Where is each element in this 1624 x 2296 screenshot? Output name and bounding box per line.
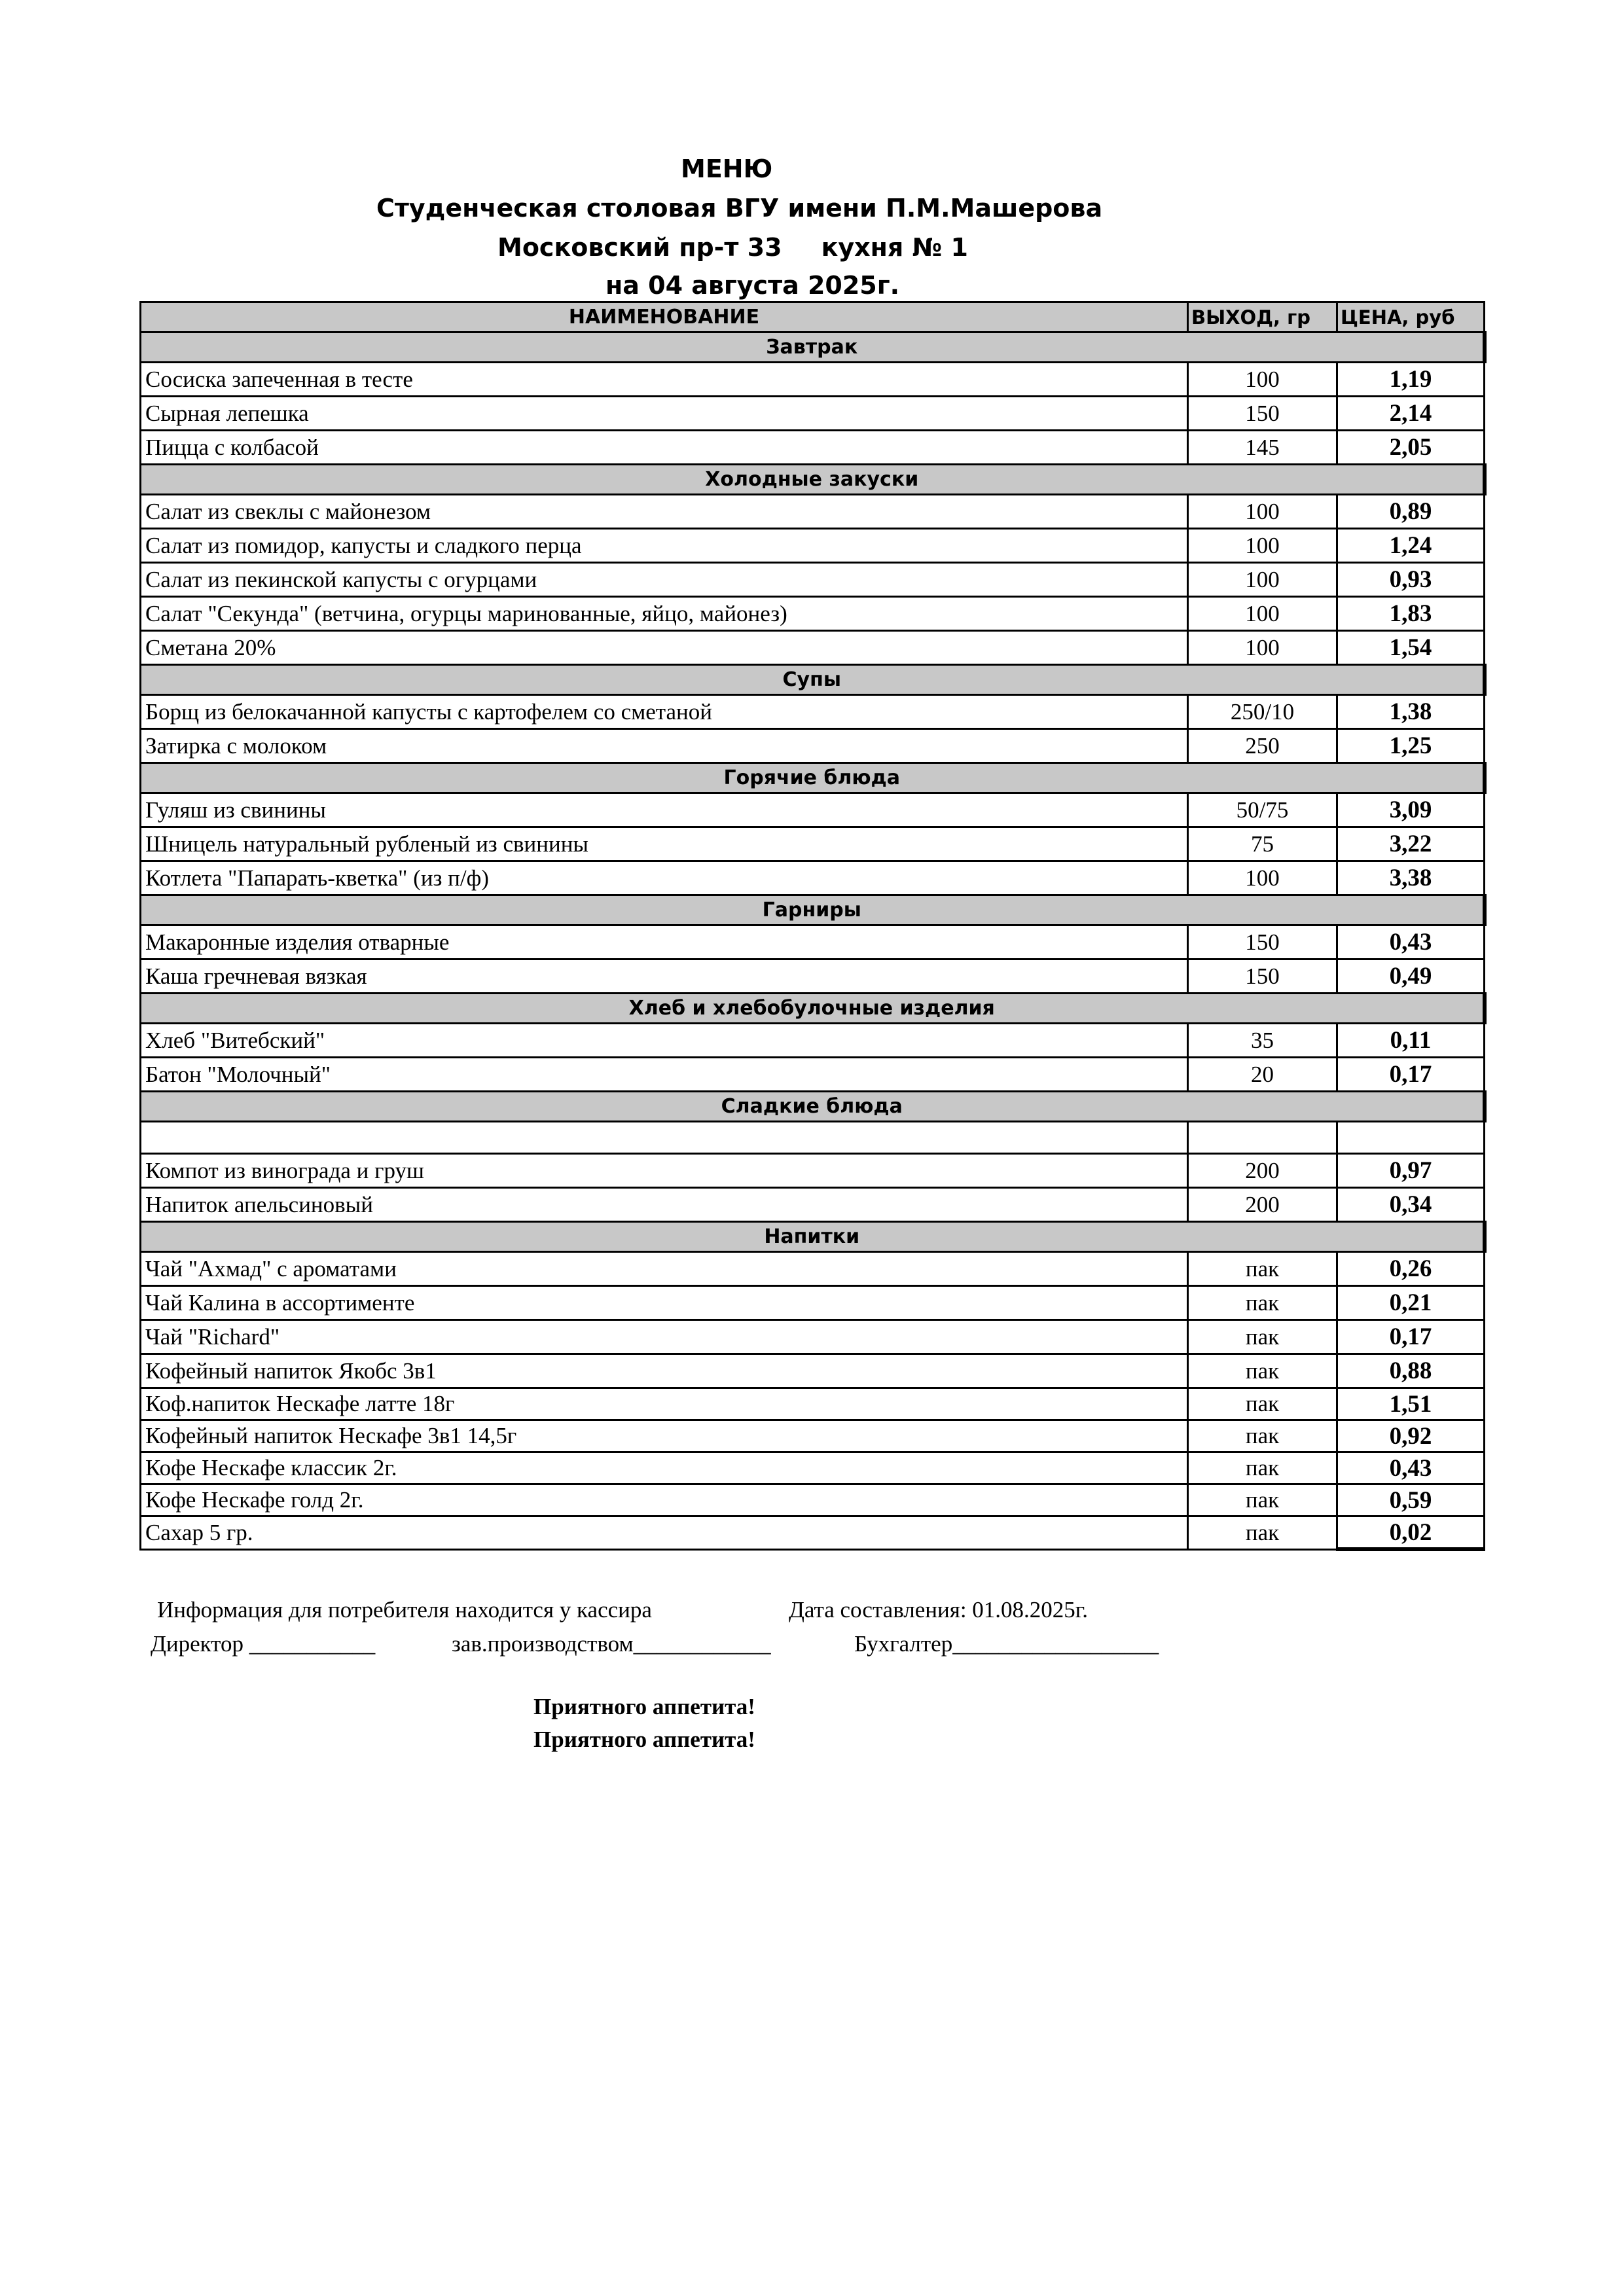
compiled-date: Дата составления: 01.08.2025г.	[789, 1597, 1088, 1623]
dish-output: 100	[1188, 597, 1337, 631]
dish-output: 145	[1188, 431, 1337, 465]
table-row	[141, 1420, 1485, 1452]
menu-table-body	[141, 332, 1485, 1550]
section-title: Хлеб и хлебобулочные изделия	[141, 994, 1485, 1024]
dish-price: 0,17	[1337, 1058, 1485, 1092]
dish-name: Салат из свеклы с майонезом	[141, 495, 1188, 529]
dish-price: 0,43	[1337, 925, 1485, 960]
section-header	[141, 994, 1485, 1024]
dish-output: 100	[1188, 861, 1337, 895]
page-title: МЕНЮ	[681, 154, 773, 183]
dish-output: 150	[1188, 397, 1337, 431]
dish-name: Салат "Секунда" (ветчина, огурцы маринованные, яйцо, майонез)	[141, 597, 1188, 631]
dish-price: 1,51	[1337, 1388, 1485, 1420]
table-row	[141, 925, 1485, 960]
dish-price: 0,21	[1337, 1286, 1485, 1320]
dish-name: Сырная лепешка	[141, 397, 1188, 431]
table-row	[141, 1320, 1485, 1354]
dish-output: 75	[1188, 827, 1337, 861]
dish-name: Кофейный напиток Якобс 3в1	[141, 1354, 1188, 1388]
kitchen-number: кухня № 1	[821, 233, 968, 262]
production-head-signature-line: зав.производством____________	[452, 1631, 771, 1657]
dish-output: 100	[1188, 563, 1337, 597]
dish-output: 250	[1188, 729, 1337, 763]
dish-name: Салат из помидор, капусты и сладкого перца	[141, 529, 1188, 563]
table-row	[141, 1252, 1485, 1286]
table-row	[141, 1058, 1485, 1092]
dish-name: Сметана 20%	[141, 631, 1188, 665]
dish-price: 0,02	[1337, 1516, 1485, 1550]
section-title: Завтрак	[141, 332, 1485, 363]
table-row	[141, 1452, 1485, 1484]
dish-price: 0,26	[1337, 1252, 1485, 1286]
dish-name: Затирка с молоком	[141, 729, 1188, 763]
table-row	[141, 960, 1485, 994]
table-row	[141, 431, 1485, 465]
dish-price: 0,89	[1337, 495, 1485, 529]
section-title: Сладкие блюда	[141, 1092, 1485, 1122]
table-row	[141, 495, 1485, 529]
consumer-info-note: Информация для потребителя находится у кассира	[157, 1597, 652, 1623]
table-header	[141, 302, 1485, 332]
table-row	[141, 1188, 1485, 1222]
table-row	[141, 1286, 1485, 1320]
address-line	[497, 230, 968, 264]
table-row	[141, 363, 1485, 397]
column-price-header: ЦЕНА, руб	[1337, 302, 1485, 332]
column-name-header: НАИМЕНОВАНИЕ	[141, 302, 1188, 332]
dish-name: Чай Калина в ассортименте	[141, 1286, 1188, 1320]
dish-price: 1,83	[1337, 597, 1485, 631]
dish-output: пак	[1188, 1252, 1337, 1286]
table-row	[141, 563, 1485, 597]
section-header	[141, 1222, 1485, 1252]
dish-price: 0,17	[1337, 1320, 1485, 1354]
section-title: Холодные закуски	[141, 465, 1485, 495]
dish-price: 0,49	[1337, 960, 1485, 994]
dish-price: 1,54	[1337, 631, 1485, 665]
table-row	[141, 1154, 1485, 1188]
section-header	[141, 763, 1485, 793]
dish-output: 50/75	[1188, 793, 1337, 827]
section-header	[141, 895, 1485, 925]
director-signature-line: Директор ___________	[151, 1631, 376, 1657]
dish-name: Гуляш из свинины	[141, 793, 1188, 827]
dish-price: 0,11	[1337, 1024, 1485, 1058]
dish-output: 35	[1188, 1024, 1337, 1058]
table-row	[141, 695, 1485, 729]
section-title: Супы	[141, 665, 1485, 695]
dish-name: Коф.напиток Нескафе латте 18г	[141, 1388, 1188, 1420]
dish-output: пак	[1188, 1484, 1337, 1516]
dish-name: Чай "Richard"	[141, 1320, 1188, 1354]
dish-name: Макаронные изделия отварные	[141, 925, 1188, 960]
table-row	[141, 597, 1485, 631]
dish-output: 100	[1188, 631, 1337, 665]
dish-output: пак	[1188, 1516, 1337, 1550]
dish-name: Каша гречневая вязкая	[141, 960, 1188, 994]
dish-output: 200	[1188, 1154, 1337, 1188]
table-row	[141, 729, 1485, 763]
empty-cell	[1188, 1122, 1337, 1154]
dish-price: 0,59	[1337, 1484, 1485, 1516]
dish-price: 3,09	[1337, 793, 1485, 827]
dish-name: Борщ из белокачанной капусты с картофелем со сметаной	[141, 695, 1188, 729]
table-row	[141, 631, 1485, 665]
empty-cell	[1337, 1122, 1485, 1154]
dish-output: 150	[1188, 925, 1337, 960]
dish-price: 1,38	[1337, 695, 1485, 729]
dish-price: 0,97	[1337, 1154, 1485, 1188]
dish-name: Напиток апельсиновый	[141, 1188, 1188, 1222]
dish-output: пак	[1188, 1388, 1337, 1420]
dish-price: 0,88	[1337, 1354, 1485, 1388]
dish-name: Пицца с колбасой	[141, 431, 1188, 465]
dish-name: Чай "Ахмад" с ароматами	[141, 1252, 1188, 1286]
table-row	[141, 1388, 1485, 1420]
dish-name: Шницель натуральный рубленый из свинины	[141, 827, 1188, 861]
dish-output: 200	[1188, 1188, 1337, 1222]
dish-price: 1,25	[1337, 729, 1485, 763]
dish-name: Салат из пекинской капусты с огурцами	[141, 563, 1188, 597]
table-row	[141, 1024, 1485, 1058]
dish-name: Батон "Молочный"	[141, 1058, 1188, 1092]
column-output-header: ВЫХОД, гр	[1188, 302, 1337, 332]
dish-price: 0,34	[1337, 1188, 1485, 1222]
table-row	[141, 1354, 1485, 1388]
dish-output: 250/10	[1188, 695, 1337, 729]
dish-price: 2,14	[1337, 397, 1485, 431]
dish-output: пак	[1188, 1286, 1337, 1320]
dish-output: пак	[1188, 1354, 1337, 1388]
section-header	[141, 465, 1485, 495]
table-row	[141, 1484, 1485, 1516]
menu-date: на 04 августа 2025г.	[605, 271, 900, 300]
address: Московский пр-т 33	[497, 233, 782, 262]
table-row	[141, 827, 1485, 861]
section-header	[141, 1092, 1485, 1122]
institution-name: Студенческая столовая ВГУ имени П.М.Машерова	[376, 194, 1103, 223]
empty-row	[141, 1122, 1485, 1154]
appetite-wish: Приятного аппетита!	[533, 1694, 755, 1719]
section-header	[141, 665, 1485, 695]
empty-cell	[141, 1122, 1188, 1154]
appetite-wish-repeat: Приятного аппетита!	[533, 1727, 755, 1752]
dish-price: 0,43	[1337, 1452, 1485, 1484]
menu-table	[139, 301, 1487, 1551]
section-title: Горячие блюда	[141, 763, 1485, 793]
section-title: Гарниры	[141, 895, 1485, 925]
table-row	[141, 861, 1485, 895]
table-row	[141, 793, 1485, 827]
dish-output: 100	[1188, 529, 1337, 563]
dish-price: 1,19	[1337, 363, 1485, 397]
dish-output: 150	[1188, 960, 1337, 994]
dish-output: 100	[1188, 363, 1337, 397]
dish-price: 0,92	[1337, 1420, 1485, 1452]
dish-name: Сахар 5 гр.	[141, 1516, 1188, 1550]
dish-price: 1,24	[1337, 529, 1485, 563]
dish-price: 3,38	[1337, 861, 1485, 895]
dish-output: пак	[1188, 1420, 1337, 1452]
dish-name: Сосиска запеченная в тесте	[141, 363, 1188, 397]
accountant-signature-line: Бухгалтер__________________	[854, 1631, 1159, 1657]
dish-output: 100	[1188, 495, 1337, 529]
dish-price: 2,05	[1337, 431, 1485, 465]
dish-output: 20	[1188, 1058, 1337, 1092]
table-row	[141, 1516, 1485, 1550]
section-header	[141, 332, 1485, 363]
dish-name: Кофе Нескафе голд 2г.	[141, 1484, 1188, 1516]
dish-price: 3,22	[1337, 827, 1485, 861]
dish-name: Хлеб "Витебский"	[141, 1024, 1188, 1058]
section-title: Напитки	[141, 1222, 1485, 1252]
table-row	[141, 529, 1485, 563]
dish-name: Кофейный напиток Нескафе 3в1 14,5г	[141, 1420, 1188, 1452]
dish-output: пак	[1188, 1452, 1337, 1484]
dish-output: пак	[1188, 1320, 1337, 1354]
dish-name: Котлета "Папарать-кветка" (из п/ф)	[141, 861, 1188, 895]
dish-name: Кофе Нескафе классик 2г.	[141, 1452, 1188, 1484]
table-row	[141, 397, 1485, 431]
dish-price: 0,93	[1337, 563, 1485, 597]
dish-name: Компот из винограда и груш	[141, 1154, 1188, 1188]
